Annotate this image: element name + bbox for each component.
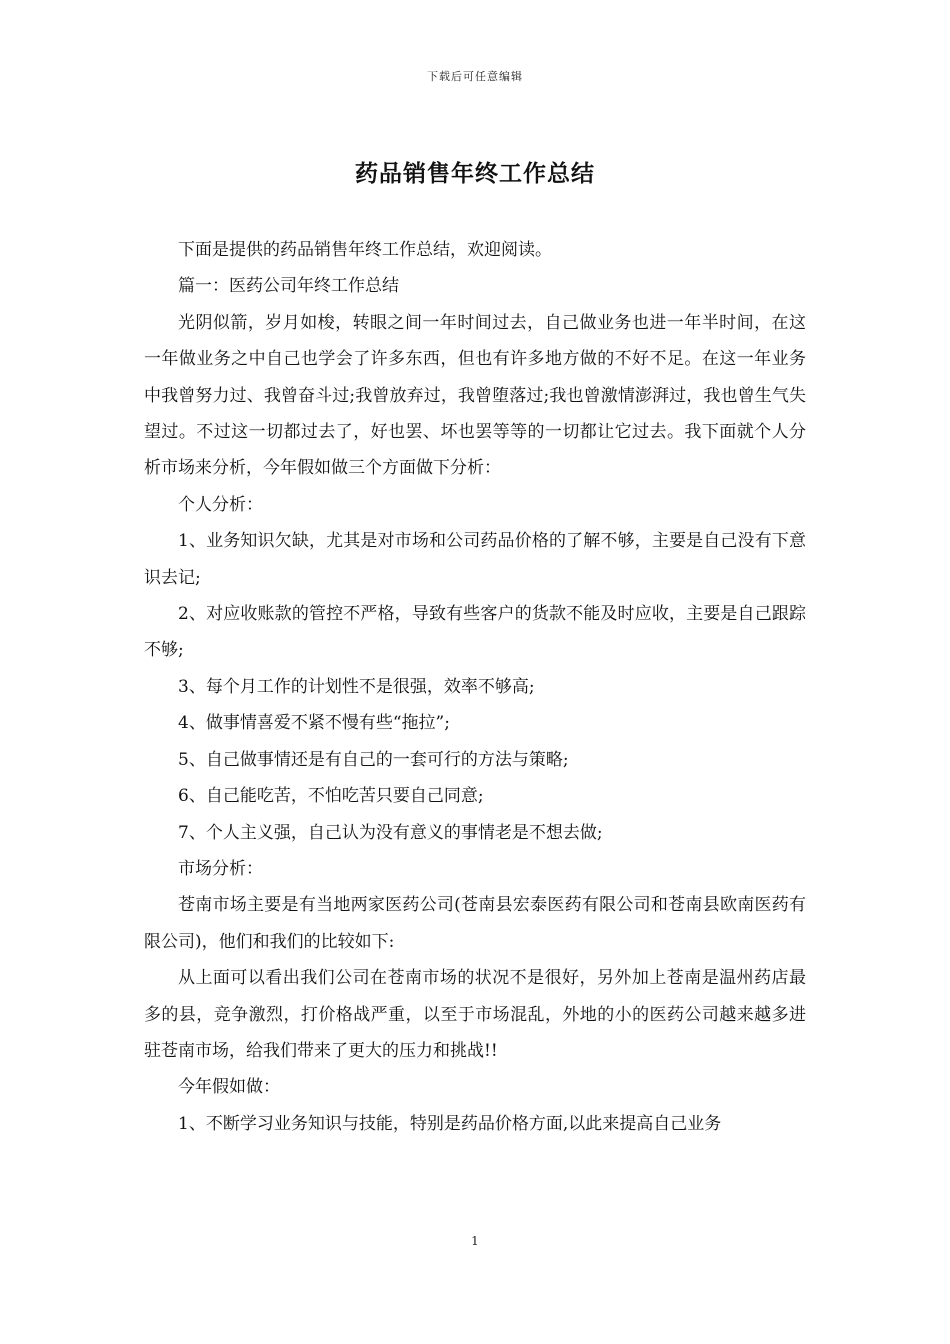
list-item-personal-7: 7、个人主义强，自己认为没有意义的事情老是不想去做; [178, 822, 603, 843]
list-item-personal-4: 4、做事情喜爱不紧不慢有些“拖拉”; [178, 713, 450, 734]
document-title: 药品销售年终工作总结 [355, 160, 595, 187]
list-item-personal-1: 1、业务知识欠缺，尤其是对市场和公司药品价格的了解不够，主要是自己没有下意识去记; [144, 531, 806, 588]
document-body [144, 232, 806, 1142]
section-heading-part-one: 篇一：医药公司年终工作总结 [178, 276, 399, 297]
section-heading-this-year-plan: 今年假如做： [178, 1077, 280, 1098]
list-item-personal-2: 2、对应收账款的管控不严格，导致有些客户的货款不能及时应收，主要是自己跟踪不够; [144, 604, 806, 661]
header-note: 下载后可任意编辑 [427, 70, 523, 83]
paragraph-overview: 光阴似箭，岁月如梭，转眼之间一年时间过去，自己做业务也进一年半时间，在这一年做业务之中自己也学会了许多东西，但也有许多地方做的不好不足。在这一年业务中我曾努力过、我曾奋斗过;我曾放弃过，我曾堕落过;我也曾激情澎湃过，我也曾生气失望过。不过这一切都过去了，好也罢、坏也罢等等的一切都让它过去。我下面就个人分析市场来分析，今年假如做三个方面做下分析： [144, 312, 806, 479]
section-heading-personal-analysis: 个人分析： [178, 494, 263, 515]
section-heading-market-analysis: 市场分析： [178, 858, 263, 879]
paragraph-market-situation: 从上面可以看出我们公司在苍南市场的状况不是很好，另外加上苍南是温州药店最多的县，竞争激烈，打价格战严重，以至于市场混乱，外地的小的医药公司越来越多进驻苍南市场，给我们带来了更大的压力和挑战!! [144, 968, 806, 1061]
list-item-personal-6: 6、自己能吃苦，不怕吃苦只要自己同意; [178, 786, 484, 807]
paragraph-intro: 下面是提供的药品销售年终工作总结，欢迎阅读。 [178, 240, 552, 260]
paragraph-market-competitors: 苍南市场主要是有当地两家医药公司(苍南县宏泰医药有限公司和苍南县欧南医药有限公司)，他们和我们的比较如下: [144, 895, 806, 952]
list-item-plan-1: 1、不断学习业务知识与技能，特别是药品价格方面,以此来提高自己业务 [178, 1113, 722, 1134]
list-item-personal-5: 5、自己做事情还是有自己的一套可行的方法与策略; [178, 749, 569, 770]
list-item-personal-3: 3、每个月工作的计划性不是很强，效率不够高; [178, 676, 535, 697]
page-number: 1 [471, 1234, 479, 1248]
